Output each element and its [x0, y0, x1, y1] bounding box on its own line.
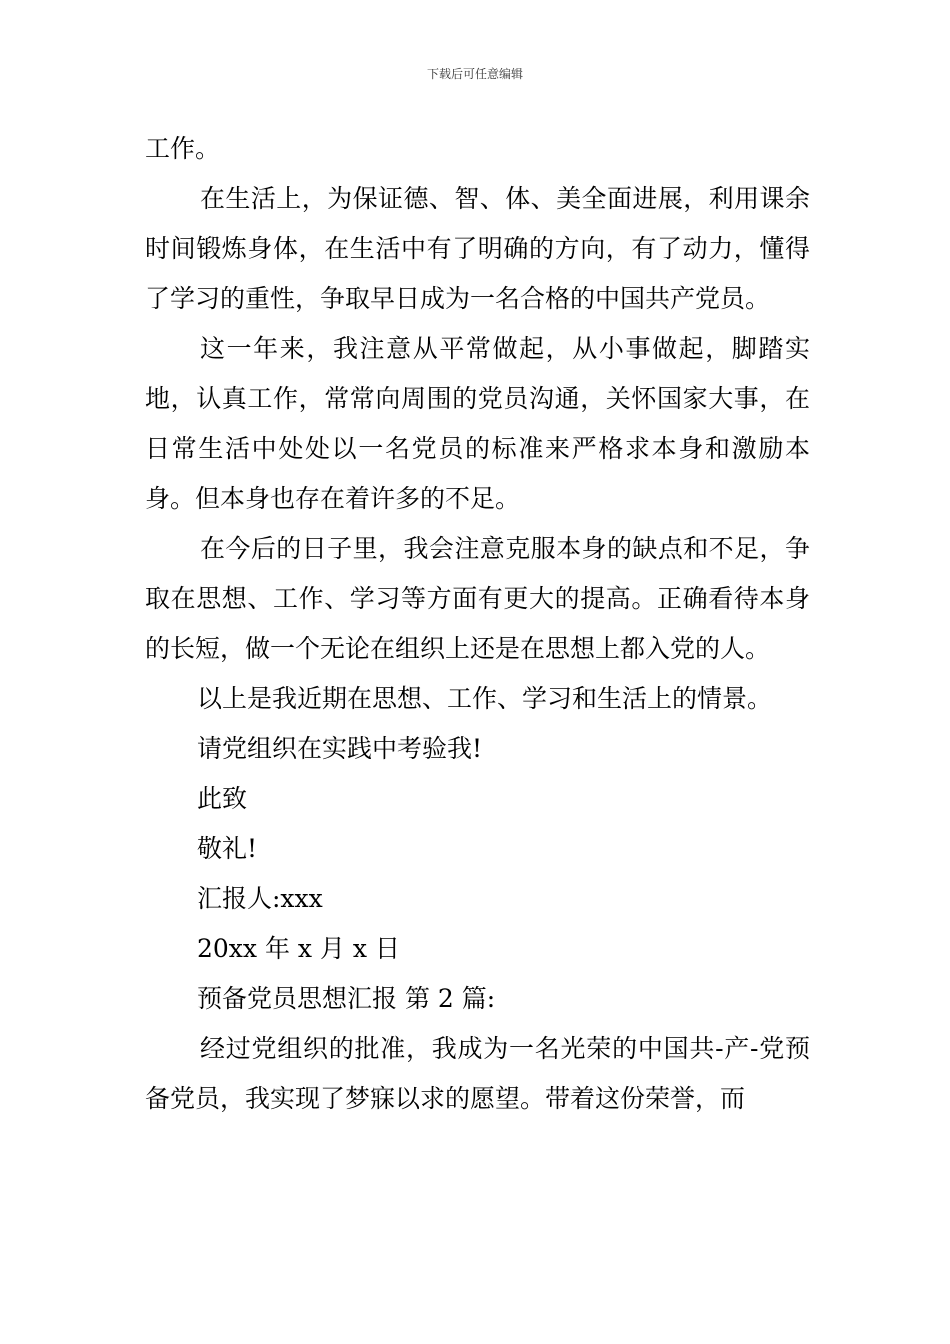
paragraph-request: 请党组织在实践中考验我!: [197, 734, 483, 763]
section-title: 预备党员思想汇报 第 2 篇:: [197, 984, 496, 1013]
paragraph-work-end: 工作。: [145, 134, 221, 163]
paragraph-this-year: 这一年来，我注意从平常做起，从小事做起，脚踏实地，认真工作，常常向周围的党员沟通，关怀国家大事，在日常生活中处处以一名党员的标准来严格求本身和激励本身。但本身也存在着许多的不足。: [145, 334, 810, 513]
paragraph-summary: 以上是我近期在思想、工作、学习和生活上的情景。: [197, 684, 773, 713]
paragraph-future: 在今后的日子里，我会注意克服本身的缺点和不足，争取在思想、工作、学习等方面有更大的提高。正确看待本身的长短，做一个无论在组织上还是在思想上都入党的人。: [145, 534, 810, 663]
paragraph-approval: 经过党组织的批准，我成为一名光荣的中国共-产-党预备党员，我实现了梦寐以求的愿望。带着这份荣誉，而: [145, 1034, 810, 1113]
paragraph-life: 在生活上，为保证德、智、体、美全面进展，利用课余时间锻炼身体，在生活中有了明确的方向，有了动力，懂得了学习的重性，争取早日成为一名合格的中国共产党员。: [145, 184, 810, 313]
reporter-line: 汇报人:xxx: [197, 884, 323, 913]
date-line: 20xx 年 x 月 x 日: [197, 934, 400, 963]
closing-cizhi: 此致: [197, 784, 248, 813]
document-body: [145, 124, 810, 1124]
closing-jingli: 敬礼!: [197, 834, 258, 863]
page-header: 下载后可任意编辑: [426, 67, 523, 81]
